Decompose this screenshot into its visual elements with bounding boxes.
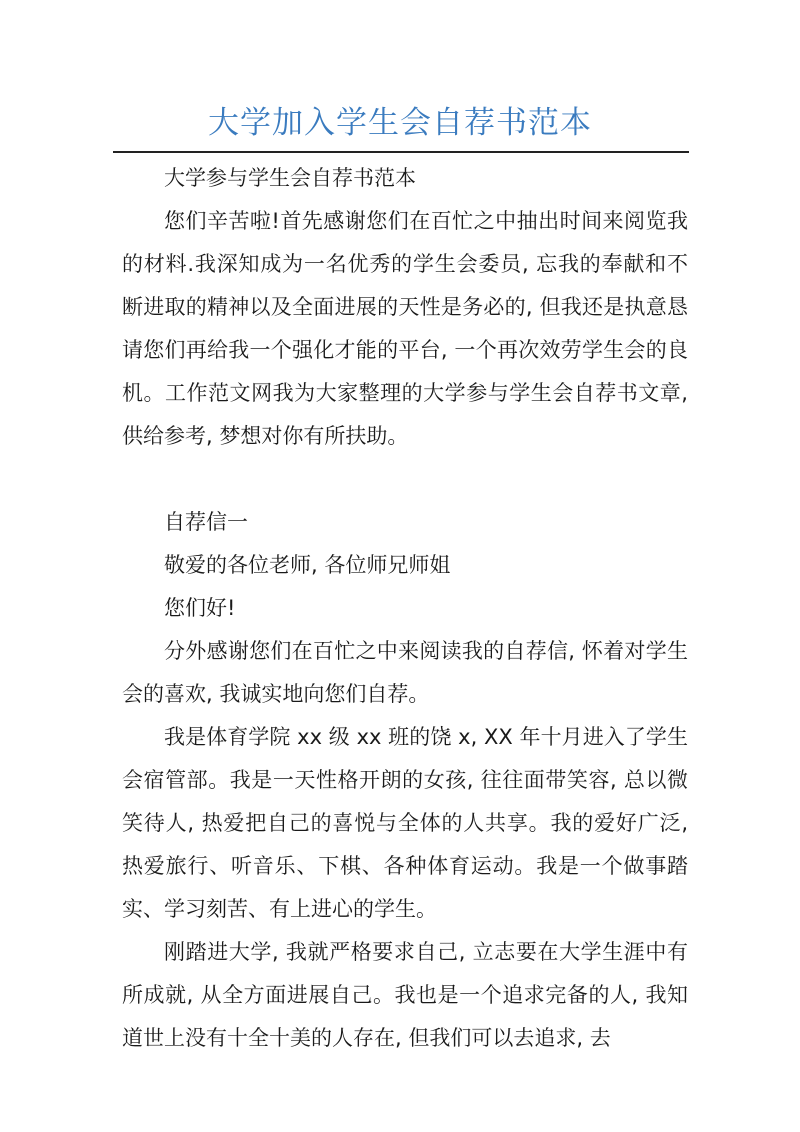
paragraph-intro: 您们辛苦啦!首先感谢您们在百忙之中抽出时间来阅览我的材料.我深知成为一名优秀的学生会委员, 忘我的奉献和不断进取的精神以及全面进展的天性是务必的, 但我还是执意恳请您们再给我一个强化才能的平台, 一个再次效劳学生会的良机。工作范文网我为大家整理的大学参与学生会自荐书文章, 供给参考, 梦想对你有所扶助。 bbox=[122, 209, 688, 448]
paragraph-heading: 大学参与学生会自荐书范本 bbox=[164, 166, 416, 190]
paragraph-ambition: 刚踏进大学, 我就严格要求自己, 立志要在大学生涯中有所成就, 从全方面进展自己。我也是一个追求完备的人, 我知道世上没有十全十美的人存在, 但我们可以去追求, 去 bbox=[122, 940, 688, 1050]
document-body bbox=[122, 157, 688, 1060]
paragraph-letter-label: 自荐信一 bbox=[164, 510, 248, 534]
paragraph-salutation: 敬爱的各位老师, 各位师兄师姐 bbox=[164, 553, 451, 577]
title-divider bbox=[113, 151, 689, 153]
document-title: 大学加入学生会自荐书范本 bbox=[208, 105, 592, 141]
paragraph-self-introduction: 我是体育学院 xx 级 xx 班的饶 x, XX 年十月进入了学生会宿管部。我是一天性格开朗的女孩, 往往面带笑容, 总以微笑待人, 热爱把自己的喜悦与全体的人共享。我的爱好广泛, 热爱旅行、听音乐、下棋、各种体育运动。我是一个做事踏实、学习刻苦、有上进心的学生。 bbox=[122, 725, 688, 921]
paragraph-greeting: 您们好! bbox=[164, 596, 236, 620]
paragraph-thanks: 分外感谢您们在百忙之中来阅读我的自荐信, 怀着对学生会的喜欢, 我诚实地向您们自荐。 bbox=[122, 639, 688, 706]
